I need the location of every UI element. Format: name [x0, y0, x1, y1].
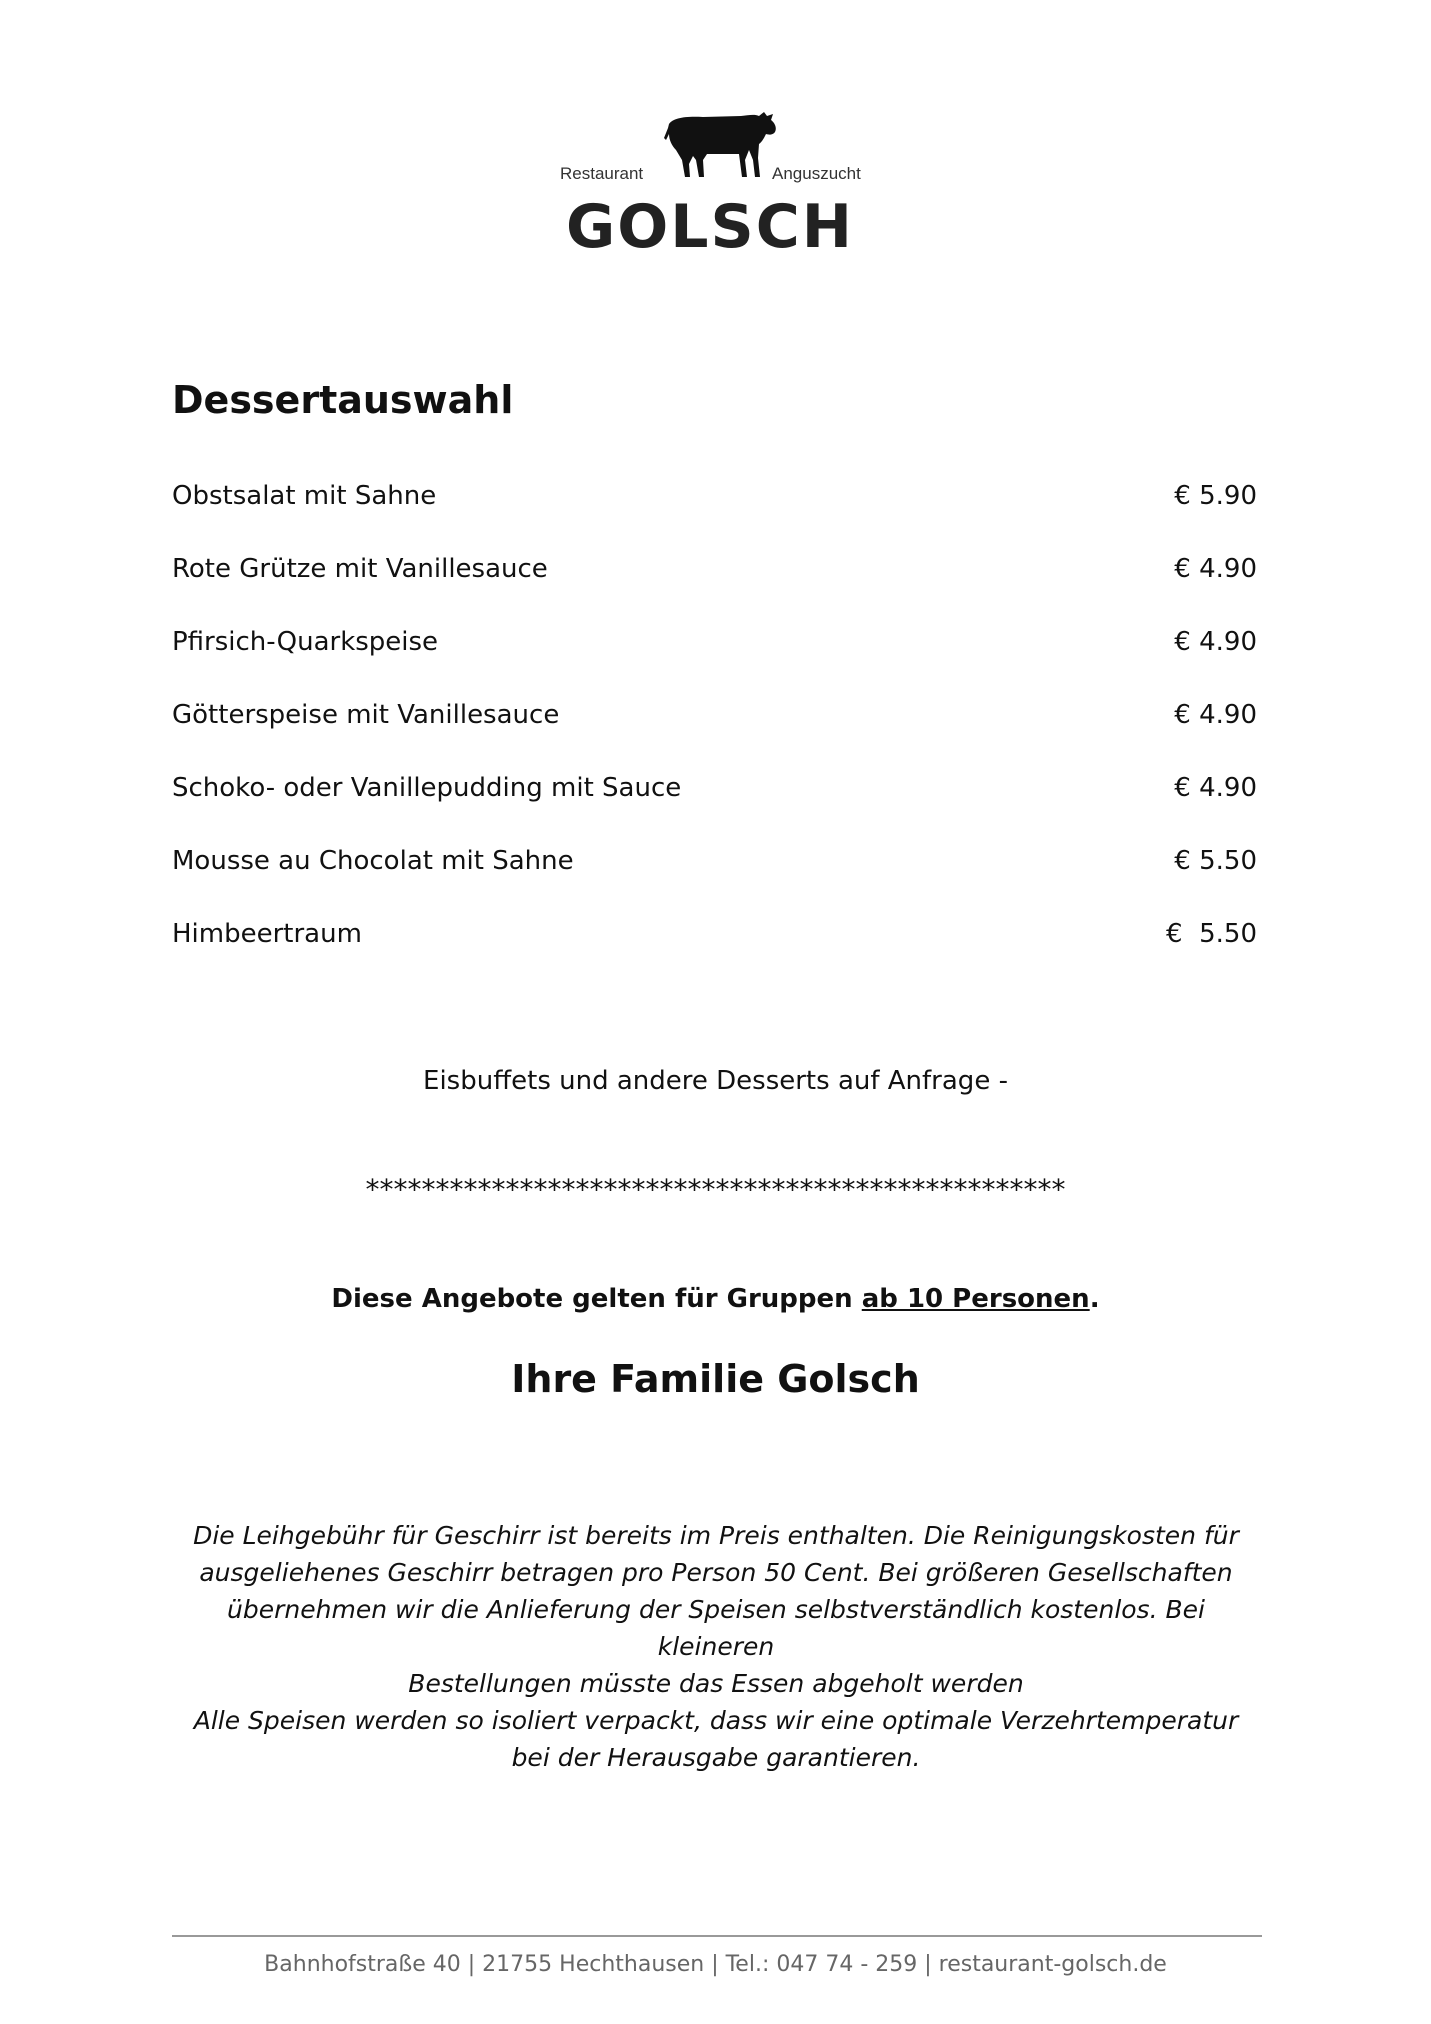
item-price: € 4.90: [1174, 627, 1257, 657]
info-line: ausgeliehenes Geschirr betragen pro Person 50 Cent. Bei größeren Gesellschaften: [199, 1558, 1233, 1587]
info-line: übernehmen wir die Anlieferung der Speisen selbstverständlich kostenlos. Bei kleineren: [227, 1595, 1205, 1661]
list-item: [172, 919, 1257, 992]
info-line: bei der Herausgabe garantieren.: [511, 1743, 921, 1772]
logo-left-text: Restaurant: [560, 164, 644, 183]
item-name: Himbeertraum: [172, 919, 362, 949]
group-offer-main: Diese Angebote gelten für Gruppen: [331, 1284, 862, 1314]
footer-divider: [172, 1935, 1262, 1937]
logo-right-text: Anguszucht: [772, 164, 861, 183]
item-name: Rote Grütze mit Vanillesauce: [172, 554, 548, 584]
group-offer-end: .: [1089, 1284, 1100, 1314]
list-item: [172, 773, 1257, 846]
item-name: Schoko- oder Vanillepudding mit Sauce: [172, 773, 682, 803]
item-name: Obstsalat mit Sahne: [172, 481, 437, 511]
cow-icon: [663, 110, 781, 180]
dessert-list: [172, 481, 1257, 992]
list-item: [172, 700, 1257, 773]
group-offer-emphasis: ab 10 Personen: [861, 1284, 1090, 1314]
item-name: Mousse au Chocolat mit Sahne: [172, 846, 574, 876]
footer-address: Bahnhofstraße 40 | 21755 Hechthausen | Tel.: 047 74 - 259 | restaurant-golsch.de: [264, 1952, 1167, 1977]
info-paragraph: [166, 1517, 1266, 1776]
info-line: Bestellungen müsste das Essen abgeholt werden: [408, 1669, 1024, 1698]
item-name: Götterspeise mit Vanillesauce: [172, 700, 560, 730]
signature: Ihre Familie Golsch: [511, 1357, 920, 1401]
info-line: Alle Speisen werden so isoliert verpackt, dass wir eine optimale Verzehrtemperatur: [193, 1706, 1239, 1735]
list-item: [172, 846, 1257, 919]
group-offer-text: [0, 1284, 1431, 1314]
item-price: € 4.90: [1174, 773, 1257, 803]
item-price: € 5.50: [1174, 846, 1257, 876]
list-item: [172, 481, 1257, 554]
request-note: Eisbuffets und andere Desserts auf Anfrage -: [423, 1066, 1008, 1096]
item-price: € 4.90: [1174, 700, 1257, 730]
item-price: € 5.90: [1174, 481, 1257, 511]
restaurant-logo: [555, 110, 875, 260]
list-item: [172, 554, 1257, 627]
item-name: Pfirsich-Quarkspeise: [172, 627, 439, 657]
brand-name: GOLSCH: [566, 192, 854, 262]
info-line: Die Leihgebühr für Geschirr ist bereits im Preis enthalten. Die Reinigungskosten für: [193, 1521, 1239, 1550]
item-price: € 5.50: [1166, 919, 1257, 949]
star-separator: **************************************************: [365, 1173, 1066, 1206]
list-item: [172, 627, 1257, 700]
item-price: € 4.90: [1174, 554, 1257, 584]
section-heading: Dessertauswahl: [172, 378, 514, 422]
